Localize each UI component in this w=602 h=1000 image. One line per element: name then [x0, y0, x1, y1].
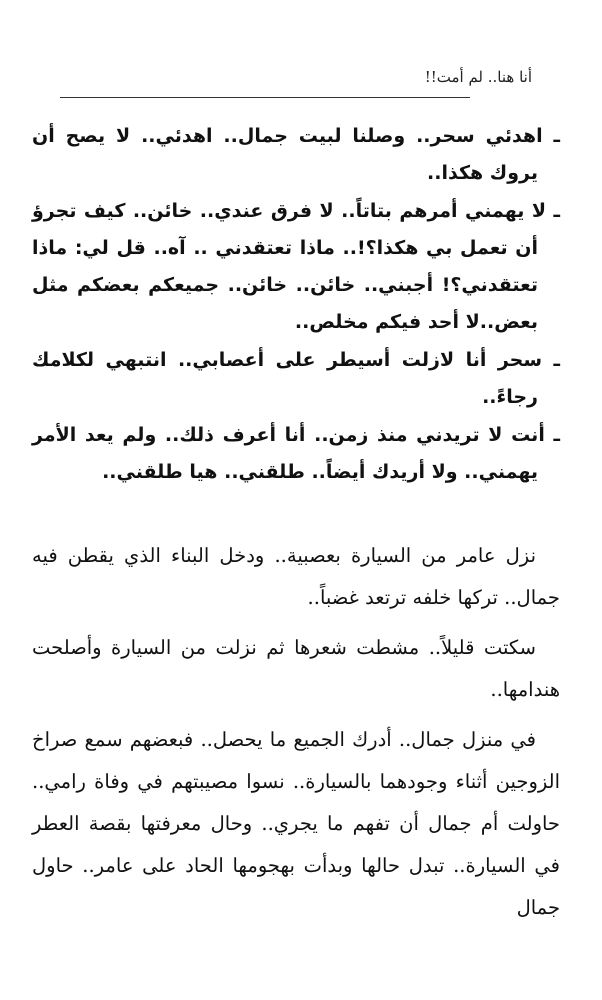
dialogue-block	[32, 118, 560, 491]
dialogue-line: ـ أنت لا تريدني منذ زمن.. أنا أعرف ذلك.. ولم يعد الأمر يهمني.. ولا أريدك أيضاً.. طلقني.. هيا طلقني..	[32, 424, 560, 483]
page-body	[32, 118, 560, 937]
narrative-paragraph: سكتت قليلاً.. مشطت شعرها ثم نزلت من السيارة وأصلحت هندامها..	[32, 636, 560, 701]
narrative-paragraph: في منزل جمال.. أدرك الجميع ما يحصل.. فبعضهم سمع صراخ الزوجين أثناء وجودهما بالسيارة.. نسوا مصيبتهم في وفاة رامي.. حاولت أم جمال أن تفهم ما يجري.. وحال معرفتها بقصة العطر في السيارة.. تبدل حالها وبدأت بهجومها الحاد على عامر.. حاول جمال	[32, 728, 560, 919]
narrative-paragraph: نزل عامر من السيارة بعصبية.. ودخل البناء الذي يقطن فيه جمال.. تركها خلفه ترتعد غضباً..	[32, 544, 560, 609]
header-divider	[60, 97, 470, 98]
dialogue-line: ـ سحر أنا لازلت أسيطر على أعصابي.. انتبهي لكلامك رجاءً..	[32, 349, 560, 408]
narrative-block	[32, 535, 560, 929]
running-header: أنا هنا.. لم أمت!!	[424, 68, 532, 86]
dialogue-line: ـ اهدئي سحر.. وصلنا لبيت جمال.. اهدئي.. لا يصح أن يروك هكذا..	[32, 125, 560, 184]
dialogue-line: ـ لا يهمني أمرهم بتاتاً.. لا فرق عندي.. خائن.. كيف تجرؤ أن تعمل بي هكذا؟!.. ماذا تعتقدني .. آه.. قل لي: ماذا تعتقدني؟! أجبني.. خائن.. خائن.. جميعكم بعضكم مثل بعض..لا أحد فيكم مخلص..	[32, 200, 560, 333]
